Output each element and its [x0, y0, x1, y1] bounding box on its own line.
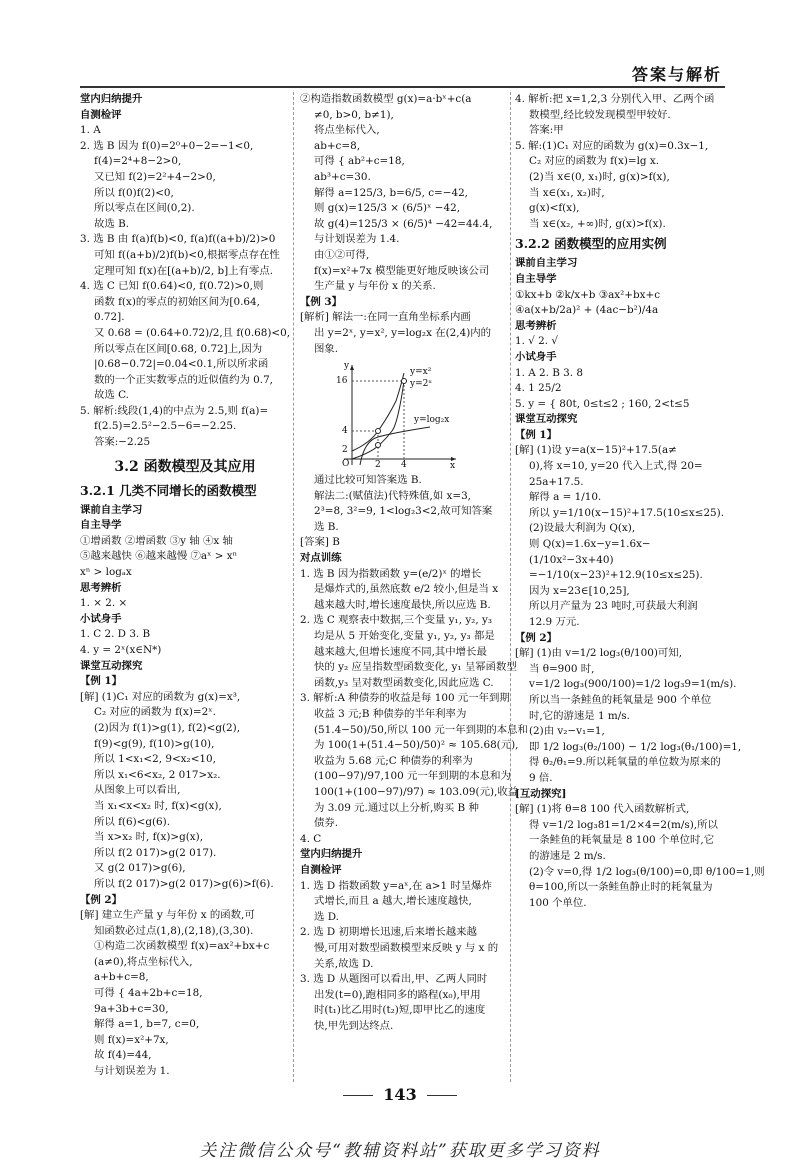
- text-line: 3.2.2 函数模型的应用实例: [515, 236, 667, 252]
- page-number-row: [0, 1085, 800, 1104]
- text-line: ①构造二次函数模型 f(x)=ax²+bx+c: [94, 940, 270, 953]
- text-line: 又 g(2 017)>g(6),: [94, 862, 186, 875]
- text-line: 一条鲑鱼的耗氧量是 8 100 个单位时,它: [529, 834, 715, 847]
- text-line: 所以 f(6)<g(6).: [94, 815, 171, 828]
- text-line: 小试身手: [80, 612, 122, 625]
- text-line: 自测检评: [300, 863, 342, 876]
- text-line: 又已知 f(2)=2²+4−2>0,: [94, 170, 216, 183]
- text-line: 100 个单位.: [529, 896, 587, 909]
- text-line: 可得 { 4a+2b+c=18,: [94, 987, 203, 1000]
- text-line: =−1/10(x−23)²+12.9(10≤x≤25).: [529, 569, 703, 582]
- text-line: 4. y = 2ˣ(x∈N*): [80, 644, 162, 656]
- header-rule: [80, 86, 725, 88]
- text-line: 故 g(4)=125/3 × (6/5)⁴ −42=44.4,: [314, 217, 493, 230]
- text-line: 4. 解析:把 x=1,2,3 分别代入甲、乙两个函: [515, 93, 715, 105]
- text-line: 选 D.: [314, 910, 339, 923]
- tick-x-2: 2: [375, 460, 381, 471]
- text-line: θ=100,所以一条鲑鱼静止时的耗氧量为: [529, 881, 713, 894]
- tick-y-4: 4: [342, 426, 348, 437]
- text-line: 1. √ 2. √: [515, 335, 558, 348]
- text-line: 故选 B.: [94, 217, 130, 230]
- column-right: [515, 92, 765, 1082]
- text-line: 当 x∈(x₂, +∞)时, g(x)>f(x).: [529, 217, 666, 230]
- footer-note: 关注微信公众号“教辅资料站”获取更多学习资料: [199, 1141, 601, 1161]
- text-line: 思考辨析: [80, 581, 122, 594]
- text-line: (a≠0),将点坐标代入,: [94, 955, 193, 968]
- text-line: (51.4−50)/50,所以 100 元一年到期的本息和: [314, 723, 528, 736]
- text-line: 为 3.09 元.通过以上分析,购买 B 种: [314, 801, 479, 814]
- text-line: [解析] 解法一:在同一直角坐标系内画: [300, 311, 471, 324]
- text-line: 是爆炸式的,虽然底数 e/2 较小,但是当 x: [314, 583, 499, 596]
- text-line: ①增函数 ②增函数 ③y 轴 ④x 轴: [80, 534, 233, 547]
- text-line: ④a(x+b/2a)² + (4ac−b²)/4a: [515, 304, 659, 317]
- text-line: 所以 f(0)f(2)<0,: [94, 186, 174, 199]
- text-line: 对点训练: [300, 552, 342, 565]
- text-line: 定理可知 f(x)在[(a+b)/2, b]上有零点.: [94, 264, 274, 277]
- text-line: 则 f(x)=x²+7x,: [94, 1033, 169, 1046]
- text-line: f(9)<g(9), f(10)>g(10),: [94, 737, 215, 750]
- text-line: 当 θ=900 时,: [529, 662, 595, 675]
- text-line: 因为 x=23∈[10,25],: [529, 584, 630, 597]
- legend-x-squared: y=x²: [410, 367, 432, 378]
- text-line: 4. 选 C 已知 f(0.64)<0, f(0.72)>0,则: [80, 280, 264, 293]
- text-line: 1. A: [80, 124, 101, 137]
- text-line: 生产量 y 与年份 x 的关系.: [314, 280, 436, 293]
- text-line: 答案:−2.25: [94, 436, 151, 449]
- text-line: [互动探究]: [515, 787, 567, 800]
- text-line: 所以零点在区间(0,2).: [94, 202, 195, 215]
- text-line: (2)令 v=0,得 1/2 log₃(θ/100)=0,即 θ/100=1,则: [529, 865, 765, 878]
- header-title: 答案与解析: [631, 65, 722, 84]
- text-line: ≠0, b>0, b≠1),: [314, 108, 394, 121]
- tick-y-16: 16: [336, 376, 348, 387]
- point-log-2: [376, 443, 381, 448]
- text-line: 所以 1<x₁<2, 9<x₂<10,: [94, 753, 216, 766]
- text-line: 12.9 万元.: [529, 616, 580, 628]
- text-line: 【例 1】: [80, 675, 123, 688]
- column-divider: [293, 92, 294, 1082]
- text-line: 故 f(4)=44,: [94, 1049, 152, 1062]
- text-line: 时(t₁)比乙用时(t₂)短,即甲比乙的速度: [314, 1004, 486, 1017]
- text-line: 5. 解析:线段(1,4)的中点为 2.5,则 f(a)=: [80, 404, 269, 417]
- text-line: f(2.5)=2.5²−2.5−6=−2.25.: [94, 420, 237, 433]
- text-line: 解得 a=125/3, b=6/5, c=−42,: [314, 186, 468, 199]
- column-divider: [510, 92, 511, 1082]
- legend-2-pow-x: y=2ˣ: [410, 379, 433, 390]
- text-line: [解] (1)将 θ=8 100 代入函数解析式,: [515, 803, 690, 816]
- text-line: [答案] B: [300, 536, 340, 549]
- text-line: 5. y = { 80t, 0≤t≤2 ; 160, 2<t≤5: [515, 397, 690, 410]
- text-line: v=1/2 log₃(900/100)=1/2 log₃9=1(m/s).: [529, 678, 737, 691]
- text-line: 由①②可得,: [314, 248, 370, 261]
- tick-x-4: 4: [401, 460, 407, 471]
- text-line: 可得 { ab²+c=18,: [314, 155, 405, 168]
- text-line: 【例 2】: [80, 893, 123, 906]
- text-line: 函数,y₃ 呈对数型函数变化,因此应选 C.: [314, 676, 494, 689]
- text-line: 可知 f((a+b)/2)f(b)<0,根据零点存在性: [94, 248, 280, 261]
- text-line: |0.68−0.72|=0.04<0.1,所以所求函: [94, 358, 269, 371]
- text-line: 3. 解析:A 种债券的收益是每 100 元一年到期: [300, 692, 510, 705]
- text-line: 通过比较可知答案选 B.: [314, 474, 422, 487]
- text-line: [解] 建立生产量 y 与年份 x 的函数,可: [80, 909, 255, 922]
- column-left: [80, 92, 290, 1082]
- text-line: (1/10x²−3x+40): [529, 553, 614, 566]
- text-line: 图象.: [314, 342, 339, 355]
- text-line: ②构造指数函数模型 g(x)=a·bˣ+c(a: [300, 93, 472, 105]
- text-line: 自主导学: [515, 272, 557, 285]
- text-line: 知函数必过点(1,8),(2,18),(3,30).: [94, 924, 254, 937]
- text-line: 100(1+(100−97)/97) ≈ 103.09(元),收益: [314, 785, 519, 798]
- text-line: 1. × 2. ×: [80, 597, 128, 610]
- text-line: 债券.: [314, 817, 339, 830]
- column-middle: [300, 92, 528, 1082]
- axis-label-y: y: [344, 361, 350, 372]
- text-line: [解] (1)C₁ 对应的函数为 g(x)=x³,: [80, 690, 241, 703]
- text-line: (2)当 x∈(0, x₁)时, g(x)>f(x),: [529, 170, 670, 183]
- text-line: 越来越大时,增长速度最快,所以应选 B.: [314, 598, 491, 611]
- text-line: 时,它的游速是 1 m/s.: [529, 709, 630, 722]
- text-line: 【例 1】: [515, 428, 558, 441]
- text-line: 与计划误差为 1.4.: [314, 233, 400, 246]
- text-line: 越来越大,但增长速度不同,其中增长最: [314, 645, 487, 658]
- column-middle-top: [300, 92, 510, 357]
- text-line: 解得 a = 1/10.: [529, 491, 602, 504]
- text-line: 答案:甲: [529, 124, 564, 137]
- text-line: 得 θ₂/θ₁=9.所以耗氧量的单位数为原来的: [529, 756, 721, 769]
- text-line: 2. 选 D 初期增长迅速,后来增长越来越: [300, 926, 477, 939]
- text-line: 快,甲先到达终点.: [314, 1019, 394, 1032]
- text-line: 3.2 函数模型及其应用: [114, 458, 256, 475]
- text-line: 4. 1 25/2: [515, 382, 562, 395]
- text-line: 0),将 x=10, y=20 代入上式,得 20=: [529, 460, 703, 473]
- text-line: 堂内归纳提升: [80, 93, 143, 105]
- point-4-16: [402, 379, 407, 384]
- text-line: 出发(t=0),跑相同多的路程(x₀),甲用: [314, 988, 481, 1001]
- text-line: g(x)<f(x),: [529, 202, 580, 215]
- text-line: 1. C 2. D 3. B: [80, 628, 151, 641]
- text-line: 的游速是 2 m/s.: [529, 849, 606, 862]
- text-line: C₂ 对应的函数为 f(x)=lg x.: [529, 155, 660, 168]
- text-line: 思考辨析: [515, 319, 557, 332]
- text-line: 所以当一条鲑鱼的耗氧量是 900 个单位: [529, 693, 712, 706]
- text-line: 快的 y₂ 应呈指数型函数变化, y₁ 呈幂函数型: [314, 661, 517, 674]
- text-line: 课堂互动探究: [80, 659, 143, 672]
- text-line: 收益为 5.68 元;C 种债券的利率为: [314, 754, 473, 767]
- text-line: a+b+c=8,: [94, 971, 149, 984]
- y-axis-arrow: [350, 365, 354, 370]
- text-line: (2)因为 f(1)>g(1), f(2)<g(2),: [94, 721, 240, 734]
- text-line: ⑤越来越快 ⑥越来越慢 ⑦aˣ > xⁿ: [80, 550, 238, 563]
- page-header: [0, 58, 800, 86]
- text-line: 关系,故选 D.: [314, 957, 374, 970]
- text-line: ①kx+b ②k/x+b ③ax²+bx+c: [515, 288, 661, 301]
- text-line: 所以 f(2 017)>g(2 017)>g(6)>f(6).: [94, 877, 274, 890]
- text-line: 课前自主学习: [80, 503, 143, 516]
- text-line: 与计划误差为 1.: [94, 1065, 170, 1078]
- text-line: 出 y=2ˣ, y=x², y=log₂x 在(2,4)内的: [314, 326, 492, 339]
- text-line: xⁿ > logₐx: [80, 566, 132, 579]
- text-line: ab+c=8,: [314, 139, 360, 152]
- text-line: 慢,可用对数型函数模型来反映 y 与 x 的: [314, 941, 499, 954]
- text-line: 式增长,而且 a 越大,增长速度越快,: [314, 895, 472, 908]
- text-line: 为 100(1+(51.4−50)/50)² ≈ 105.68(元),: [314, 739, 519, 752]
- text-line: (2)由 v₂−v₁=1,: [529, 725, 605, 738]
- text-line: 9a+3b+c=30,: [94, 1002, 169, 1015]
- text-line: 自主导学: [80, 519, 122, 532]
- text-line: 2. 选 B 因为 f(0)=2⁰+0−2=−1<0,: [80, 139, 254, 152]
- tick-y-2: 2: [342, 445, 348, 456]
- text-line: 3.2.1 几类不同增长的函数模型: [80, 482, 257, 498]
- text-line: 1. 选 D 指数函数 y=aˣ,在 a>1 时呈爆炸: [300, 879, 492, 892]
- text-line: 所以月产量为 23 吨时,可获最大利润: [529, 600, 698, 613]
- text-line: 均是从 5 开始变化,变量 y₁, y₂, y₃ 都是: [314, 630, 495, 643]
- text-line: (2)设最大利润为 Q(x),: [529, 522, 636, 535]
- page-number-dash: [343, 1095, 373, 1096]
- text-line: 故选 C.: [94, 389, 129, 402]
- text-line: 3. 选 B 由 f(a)f(b)<0, f(a)f((a+b)/2)>0: [80, 233, 276, 246]
- text-line: 解得 a=1, b=7, c=0,: [94, 1018, 200, 1031]
- text-line: 则 g(x)=125/3 × (6/5)ˣ −42,: [314, 202, 461, 215]
- text-line: 函数 f(x)的零点的初始区间为[0.64,: [94, 295, 260, 308]
- text-line: 从图象上可以看出,: [94, 784, 181, 797]
- text-line: 得 v=1/2 log₃81=1/2×4=2(m/s),所以: [529, 818, 718, 831]
- text-line: C₂ 对应的函数为 f(x)=2ˣ.: [94, 706, 216, 719]
- text-line: 小试身手: [515, 350, 557, 363]
- text-line: 将点坐标代入,: [314, 124, 380, 137]
- text-line: 又 0.68 = (0.64+0.72)/2,且 f(0.68)<0,: [94, 326, 291, 339]
- text-line: 数模型,经比较发现模型甲较好.: [529, 108, 671, 121]
- text-line: ab³+c=30.: [314, 170, 371, 183]
- text-line: 自测检评: [80, 108, 122, 121]
- text-line: 课堂互动探究: [515, 413, 578, 426]
- text-line: 4. C: [300, 832, 322, 845]
- text-line: 选 B.: [314, 520, 339, 533]
- text-line: 【例 2】: [515, 631, 558, 644]
- text-line: 3. 选 D 从题图可以看出,甲、乙两人同时: [300, 973, 488, 986]
- text-line: 9 倍.: [529, 771, 553, 784]
- text-line: f(4)=2⁴+8−2>0,: [94, 155, 182, 168]
- text-line: 所以 y=1/10(x−15)²+17.5(10≤x≤25).: [529, 506, 725, 519]
- text-line: 所以 f(2 017)>g(2 017).: [94, 846, 217, 859]
- text-line: 2³=8, 3²=9, 1<log₂3<2,故可知答案: [314, 505, 493, 518]
- text-line: 0.72].: [94, 311, 125, 324]
- text-line: 2. 选 C 观察表中数据,三个变量 y₁, y₂, y₃: [300, 614, 492, 627]
- text-line: 1. A 2. B 3. 8: [515, 366, 584, 379]
- text-line: (100−97)/97,100 元一年到期的本息和为: [314, 770, 511, 783]
- text-line: [解] (1)设 y=a(x−15)²+17.5(a≠: [515, 444, 677, 457]
- text-line: 当 x₁<x<x₂ 时, f(x)<g(x),: [94, 799, 222, 812]
- page-number-dash: [427, 1095, 457, 1096]
- text-line: 收益 3 元;B 种债券的半年利率为: [314, 708, 467, 720]
- axis-label-x: x: [450, 461, 456, 472]
- text-line: 数的一个正实数零点的近似值约为 0.7,: [94, 373, 273, 386]
- text-line: 5. 解:(1)C₁ 对应的函数为 g(x)=0.3x−1,: [515, 139, 709, 152]
- text-line: 所以零点在区间[0.68, 0.72]上,因为: [94, 342, 263, 355]
- text-line: 即 1/2 log₃(θ₂/100) − 1/2 log₃(θ₁/100)=1,: [529, 740, 742, 753]
- column-middle-bottom: [300, 473, 528, 1034]
- text-line: 则 Q(x)=1.6x−y=1.6x−: [529, 538, 651, 551]
- point-2-4: [376, 429, 381, 434]
- text-line: 当 x>x₂ 时, f(x)>g(x),: [94, 831, 204, 844]
- text-line: 所以 x₁<6<x₂, 2 017>x₂.: [94, 768, 221, 781]
- text-line: 25a+17.5.: [529, 475, 584, 488]
- origin-label: O: [342, 459, 350, 470]
- legend-log2: y=log₂x: [414, 415, 450, 426]
- text-line: 解法二:(赋值法)代特殊值,如 x=3,: [314, 489, 471, 502]
- text-line: [解] (1)由 v=1/2 log₃(θ/100)可知,: [515, 647, 682, 660]
- page-number: 143: [383, 1085, 417, 1104]
- text-line: 当 x∈(x₁, x₂)时,: [529, 186, 605, 199]
- text-line: 【例 3】: [300, 295, 343, 308]
- text-line: f(x)=x²+7x 模型能更好地反映该公司: [314, 264, 490, 277]
- function-graph-figure: [330, 361, 460, 472]
- text-line: 1. 选 B 因为指数函数 y=(e/2)ˣ 的增长: [300, 567, 482, 580]
- text-line: 堂内归纳提升: [300, 848, 363, 861]
- text-line: 课前自主学习: [515, 257, 578, 270]
